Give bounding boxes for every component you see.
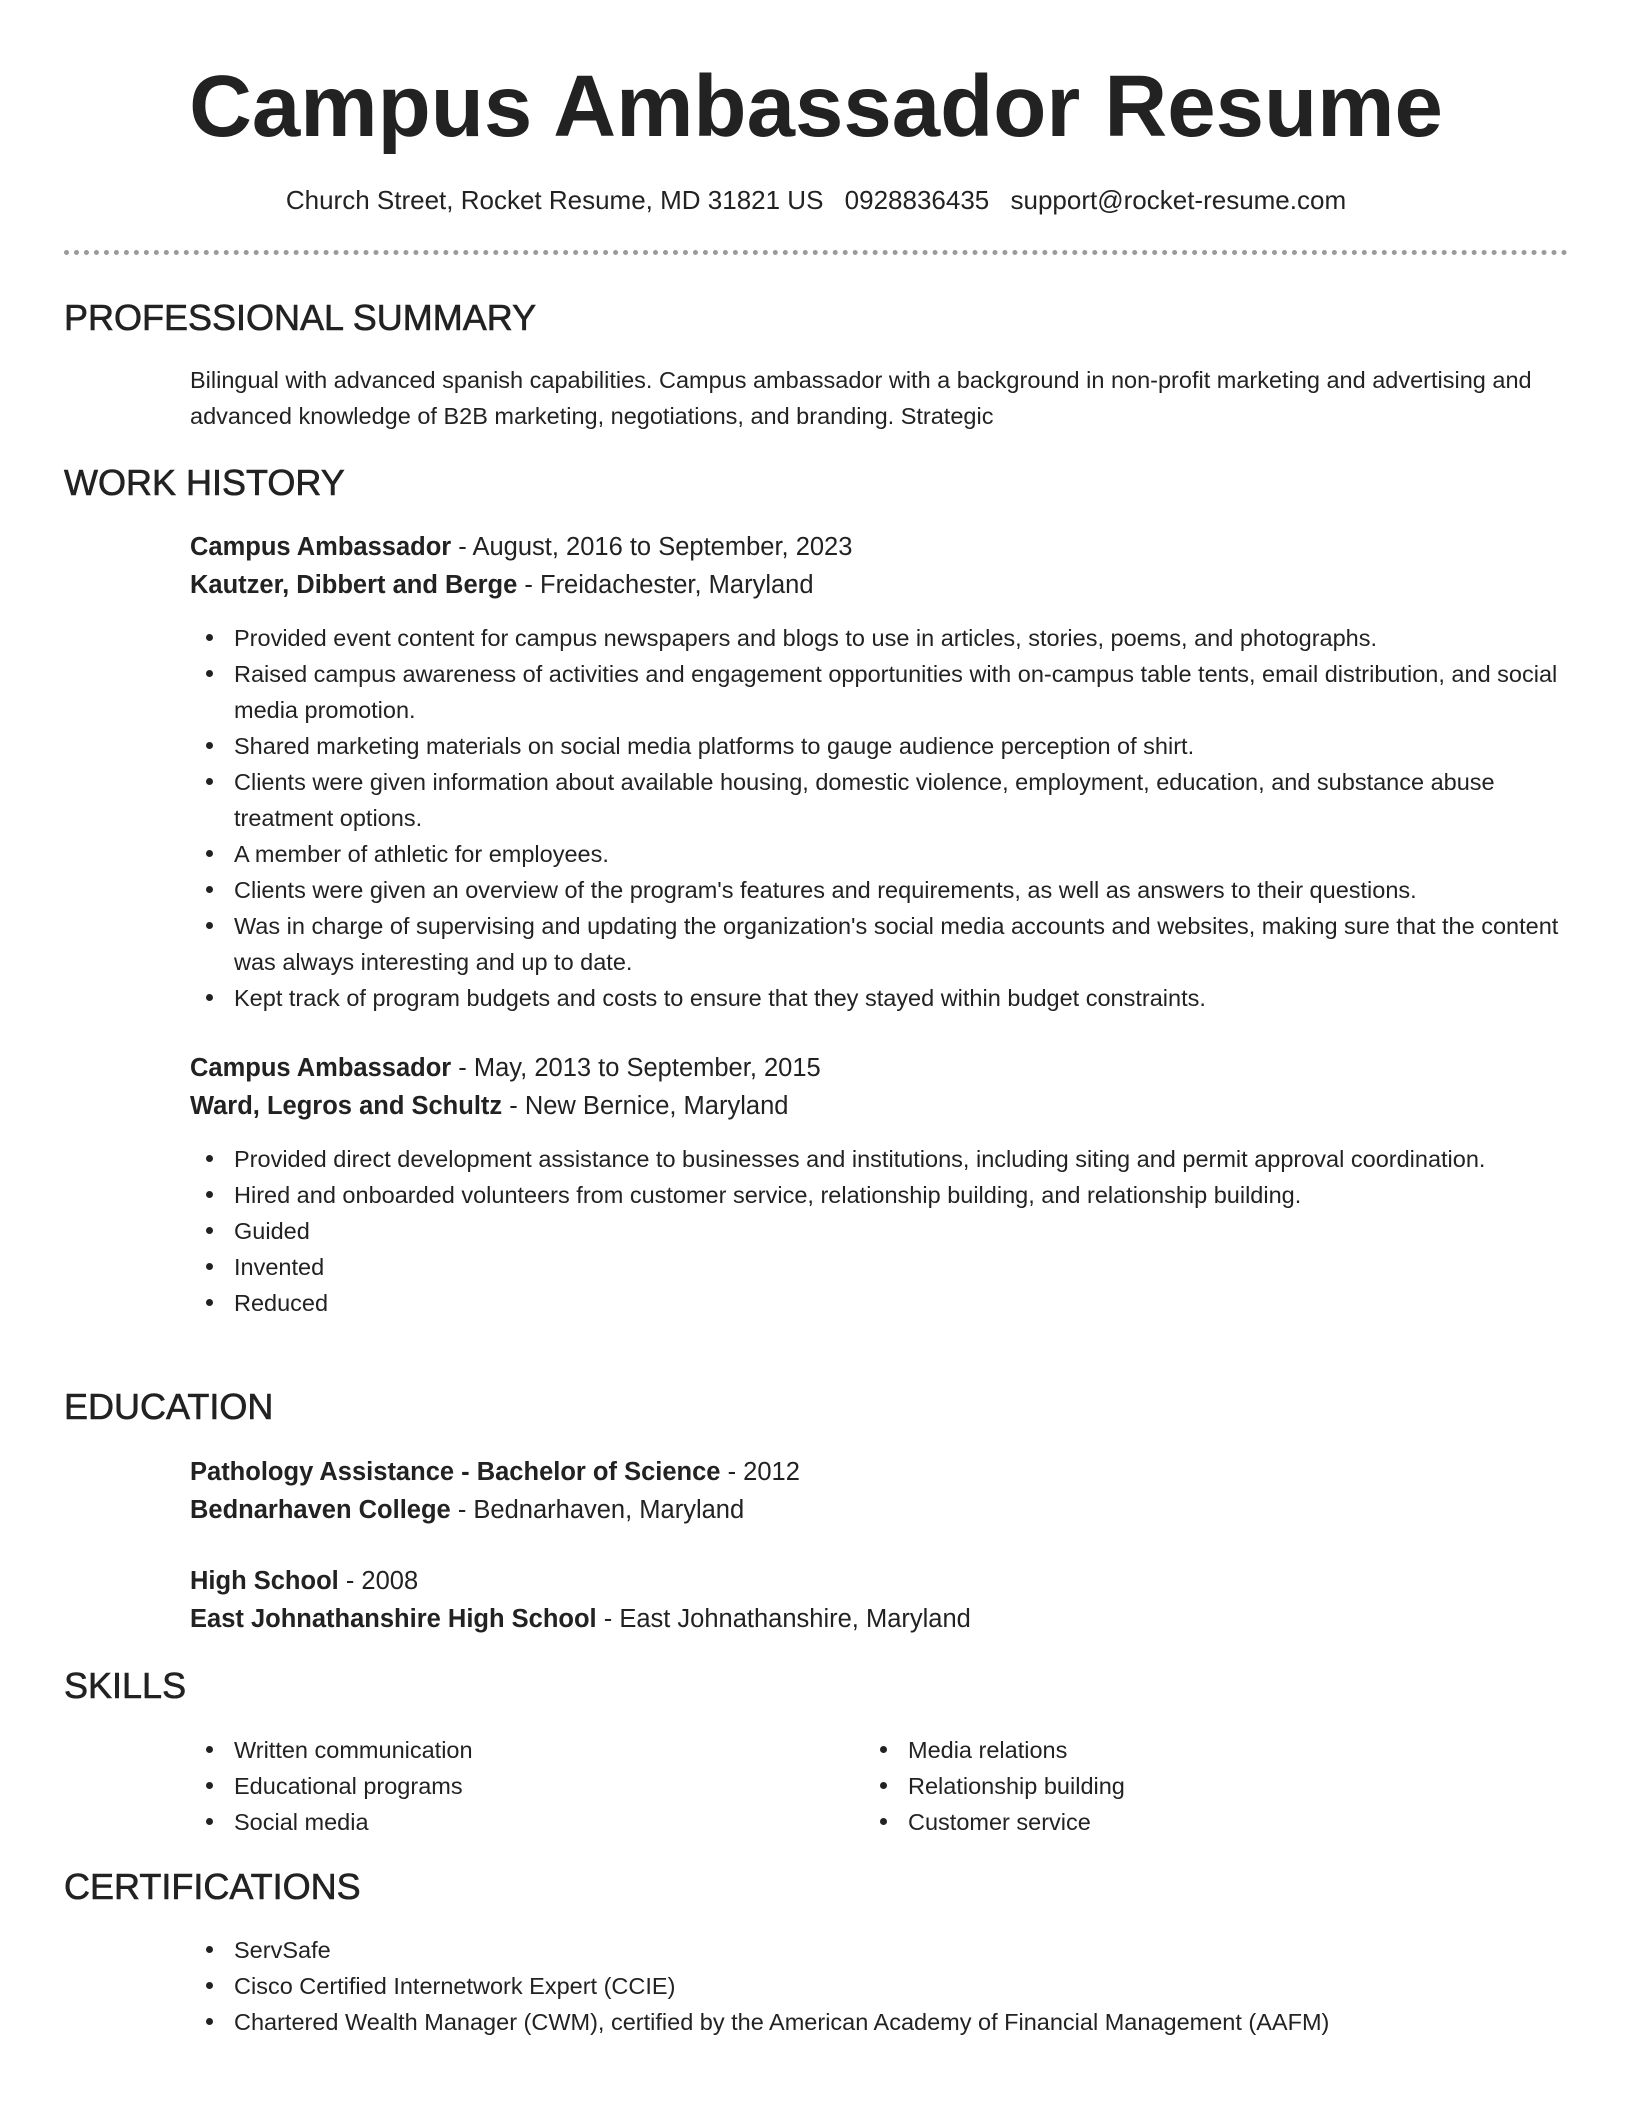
list-item: Relationship building xyxy=(864,1768,1524,1804)
certifications-list xyxy=(190,1932,1570,2040)
summary-text: Bilingual with advanced spanish capabilities. Campus ambassador with a background in non-profit marketing and advertising and advanced knowledge of B2B marketing, negotiations, and branding. Strategic xyxy=(190,367,1532,429)
job-location: - New Bernice, Maryland xyxy=(502,1092,789,1120)
degree-line xyxy=(190,1562,1570,1600)
job-bullet-list xyxy=(190,1141,1570,1321)
job-title: Campus Ambassador xyxy=(190,533,452,561)
contact-address: Church Street, Rocket Resume, MD 31821 US xyxy=(285,185,824,215)
contact-email: support@rocket-resume.com xyxy=(1010,185,1347,215)
list-item: Was in charge of supervising and updating the organization's social media accounts and websites, making sure that the content was always interesting and up to date. xyxy=(190,908,1570,980)
list-item: Kept track of program budgets and costs to ensure that they stayed within budget constraints. xyxy=(190,980,1570,1016)
list-item: Educational programs xyxy=(190,1768,850,1804)
summary-heading: PROFESSIONAL SUMMARY xyxy=(64,297,537,338)
job-dates: - May, 2013 to September, 2015 xyxy=(451,1054,821,1082)
list-item: ServSafe xyxy=(190,1932,1570,1968)
job-company: Ward, Legros and Schultz xyxy=(190,1092,503,1120)
list-item: Shared marketing materials on social media platforms to gauge audience perception of shirt. xyxy=(190,728,1570,764)
job-company-line xyxy=(190,566,1570,604)
job-title-line xyxy=(190,528,1570,566)
graduation-year: - 2012 xyxy=(720,1458,800,1486)
school-location: - Bednarhaven, Maryland xyxy=(450,1496,745,1524)
school-name: East Johnathanshire High School xyxy=(190,1605,597,1633)
school-location: - East Johnathanshire, Maryland xyxy=(596,1605,971,1633)
skills-section xyxy=(190,1732,1570,1842)
list-item: Hired and onboarded volunteers from customer service, relationship building, and relationship building. xyxy=(190,1177,1570,1213)
certifications-section xyxy=(190,1932,1570,2040)
degree-line xyxy=(190,1453,1570,1491)
list-item: Written communication xyxy=(190,1732,850,1768)
job-entry-1 xyxy=(190,528,1570,1016)
summary-section xyxy=(190,362,1570,434)
job-bullet-list xyxy=(190,620,1570,1016)
list-item: Raised campus awareness of activities and engagement opportunities with on-campus table tents, email distribution, and social media promotion. xyxy=(190,656,1570,728)
job-company-line xyxy=(190,1087,1570,1125)
list-item: Chartered Wealth Manager (CWM), certified by the American Academy of Financial Management (AAFM) xyxy=(190,2004,1570,2040)
school-name: Bednarhaven College xyxy=(190,1496,451,1524)
contact-phone: 0928836435 xyxy=(844,185,990,215)
certifications-heading: CERTIFICATIONS xyxy=(64,1866,361,1907)
school-line xyxy=(190,1600,1570,1638)
list-item: Social media xyxy=(190,1804,850,1840)
education-entry-1 xyxy=(190,1453,1570,1529)
list-item: Provided event content for campus newspapers and blogs to use in articles, stories, poems, and photographs. xyxy=(190,620,1570,656)
education-entry-2 xyxy=(190,1562,1570,1638)
degree: High School xyxy=(190,1567,339,1595)
list-item: A member of athletic for employees. xyxy=(190,836,1570,872)
job-entry-2 xyxy=(190,1049,1570,1321)
list-item: Clients were given information about available housing, domestic violence, employment, education, and substance abuse treatment options. xyxy=(190,764,1570,836)
resume-title: Campus Ambassador Resume xyxy=(189,58,1443,155)
work-history-heading: WORK HISTORY xyxy=(64,462,345,503)
list-item: Guided xyxy=(190,1213,1570,1249)
list-item: Media relations xyxy=(864,1732,1524,1768)
job-title-line xyxy=(190,1049,1570,1087)
list-item: Reduced xyxy=(190,1285,1570,1321)
job-title: Campus Ambassador xyxy=(190,1054,452,1082)
skills-heading: SKILLS xyxy=(64,1665,187,1706)
job-company: Kautzer, Dibbert and Berge xyxy=(190,571,518,599)
job-dates: - August, 2016 to September, 2023 xyxy=(451,533,853,561)
education-heading: EDUCATION xyxy=(64,1386,274,1427)
header-divider xyxy=(64,250,1568,255)
skills-list-left xyxy=(190,1732,850,1840)
degree: Pathology Assistance - Bachelor of Science xyxy=(190,1458,721,1486)
graduation-year: - 2008 xyxy=(338,1567,419,1595)
skills-list-right xyxy=(864,1732,1524,1840)
school-line xyxy=(190,1491,1570,1529)
list-item: Customer service xyxy=(864,1804,1524,1840)
list-item: Invented xyxy=(190,1249,1570,1285)
job-location: - Freidachester, Maryland xyxy=(517,571,814,599)
list-item: Cisco Certified Internetwork Expert (CCIE) xyxy=(190,1968,1570,2004)
list-item: Provided direct development assistance to businesses and institutions, including siting and permit approval coordination. xyxy=(190,1141,1570,1177)
list-item: Clients were given an overview of the program's features and requirements, as well as answers to their questions. xyxy=(190,872,1570,908)
contact-line xyxy=(0,182,1632,218)
